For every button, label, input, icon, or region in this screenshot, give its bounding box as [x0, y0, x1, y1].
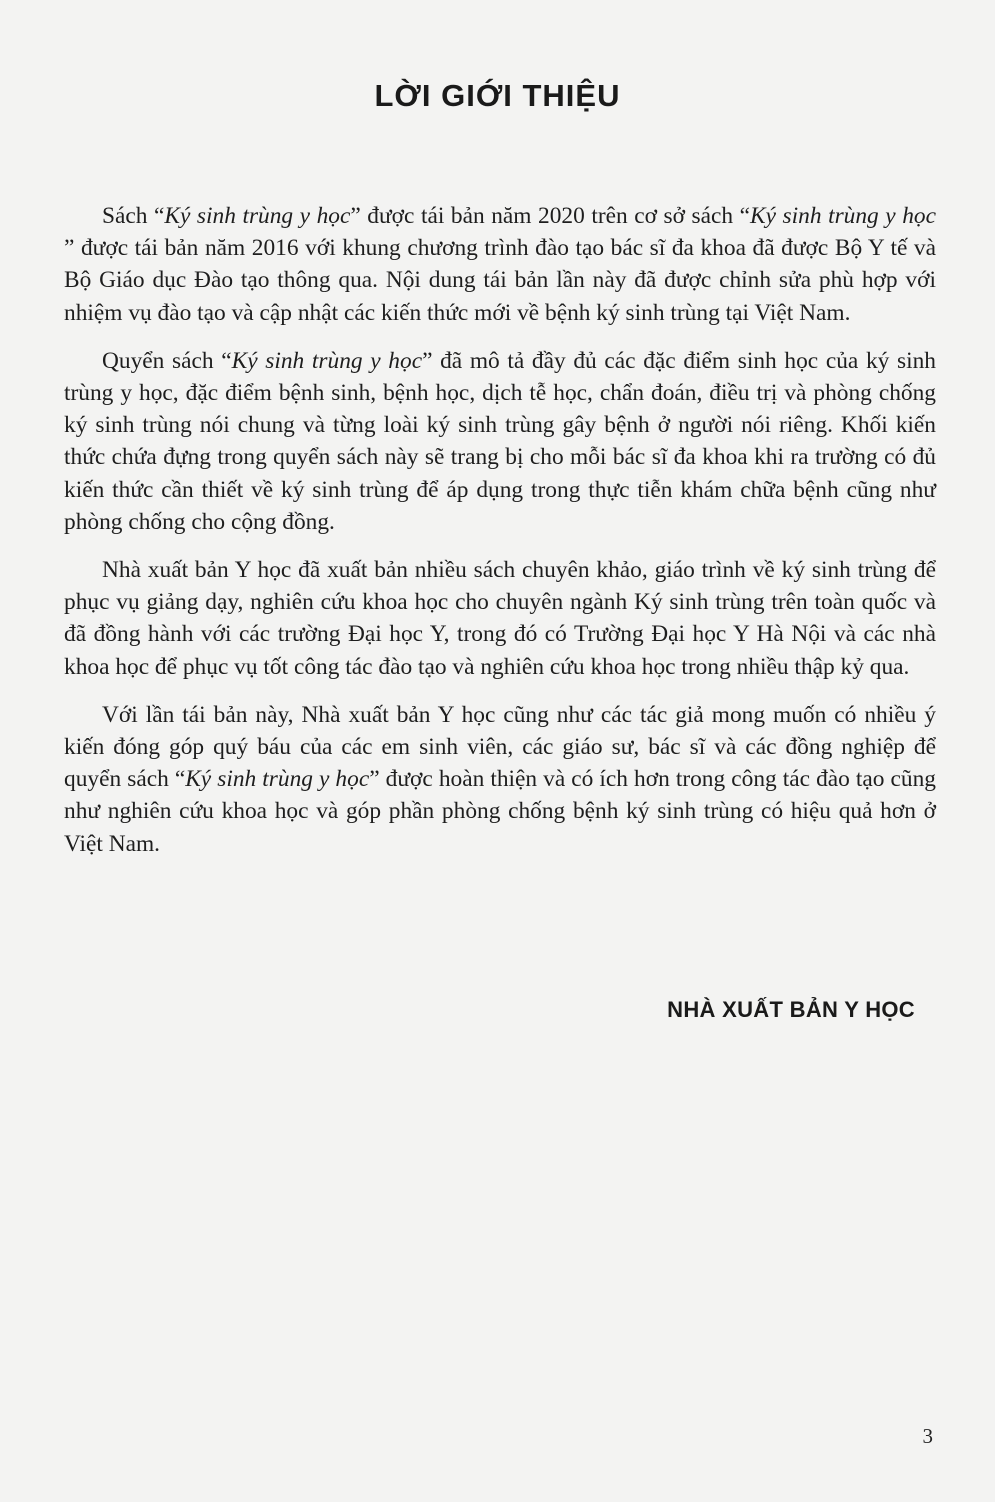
- paragraph: Với lần tái bản này, Nhà xuất bản Y học cũng như các tác giả mong muốn có nhiều ý kiến đóng góp quý báu của các em sinh viên, các giáo sư, bác sĩ và các đồng nghiệp để quyển sách “Ký sinh trùng y học” được hoàn thiện và có ích hơn trong công tác đào tạo cũng như nghiên cứu khoa học và góp phần phòng chống bệnh ký sinh trùng có hiệu quả hơn ở Việt Nam.: [64, 701, 936, 857]
- paragraph: Quyển sách “Ký sinh trùng y học” đã mô tả đầy đủ các đặc điểm sinh học của ký sinh trùng y học, đặc điểm bệnh sinh, bệnh học, dịch tễ học, chẩn đoán, điều trị và phòng chống ký sinh trùng nói chung và từng loài ký sinh trùng gây bệnh ở người nói riêng. Khối kiến thức chứa đựng trong quyển sách này sẽ trang bị cho mỗi bác sĩ đa khoa khi ra trường có đủ kiến thức cần thiết về ký sinh trùng để áp dụng trong thực tiễn khám chữa bệnh cũng như phòng chống cho cộng đồng.: [64, 347, 936, 535]
- book-title-italic: Ký sinh trùng y học: [231, 347, 423, 374]
- publisher-signature: NHÀ XUẤT BẢN Y HỌC: [667, 997, 915, 1022]
- paragraph: Sách “Ký sinh trùng y học” được tái bản năm 2020 trên cơ sở sách “Ký sinh trùng y học ” được tái bản năm 2016 với khung chương trình đào tạo bác sĩ đa khoa đã được Bộ Y tế và Bộ Giáo dục Đào tạo thông qua. Nội dung tái bản lần này đã được chỉnh sửa phù hợp với nhiệm vụ đào tạo và cập nhật các kiến thức mới về bệnh ký sinh trùng tại Việt Nam.: [64, 203, 936, 326]
- book-title-italic: Ký sinh trùng y học: [750, 203, 936, 229]
- book-title-italic: Ký sinh trùng y học: [185, 766, 370, 793]
- page-number: 3: [922, 1424, 933, 1448]
- introduction-body: [64, 200, 936, 876]
- paragraph: Nhà xuất bản Y học đã xuất bản nhiều sách chuyên khảo, giáo trình về ký sinh trùng để phục vụ giảng dạy, nghiên cứu khoa học cho chuyên ngành Ký sinh trùng trên toàn quốc và đã đồng hành với các trường Đại học Y, trong đó có Trường Đại học Y Hà Nội và các nhà khoa học để phục vụ tốt công tác đào tạo và nghiên cứu khoa học trong nhiều thập kỷ qua.: [64, 557, 936, 680]
- book-title-italic: Ký sinh trùng y học: [164, 203, 351, 229]
- page-title: LỜI GIỚI THIỆU: [374, 78, 621, 113]
